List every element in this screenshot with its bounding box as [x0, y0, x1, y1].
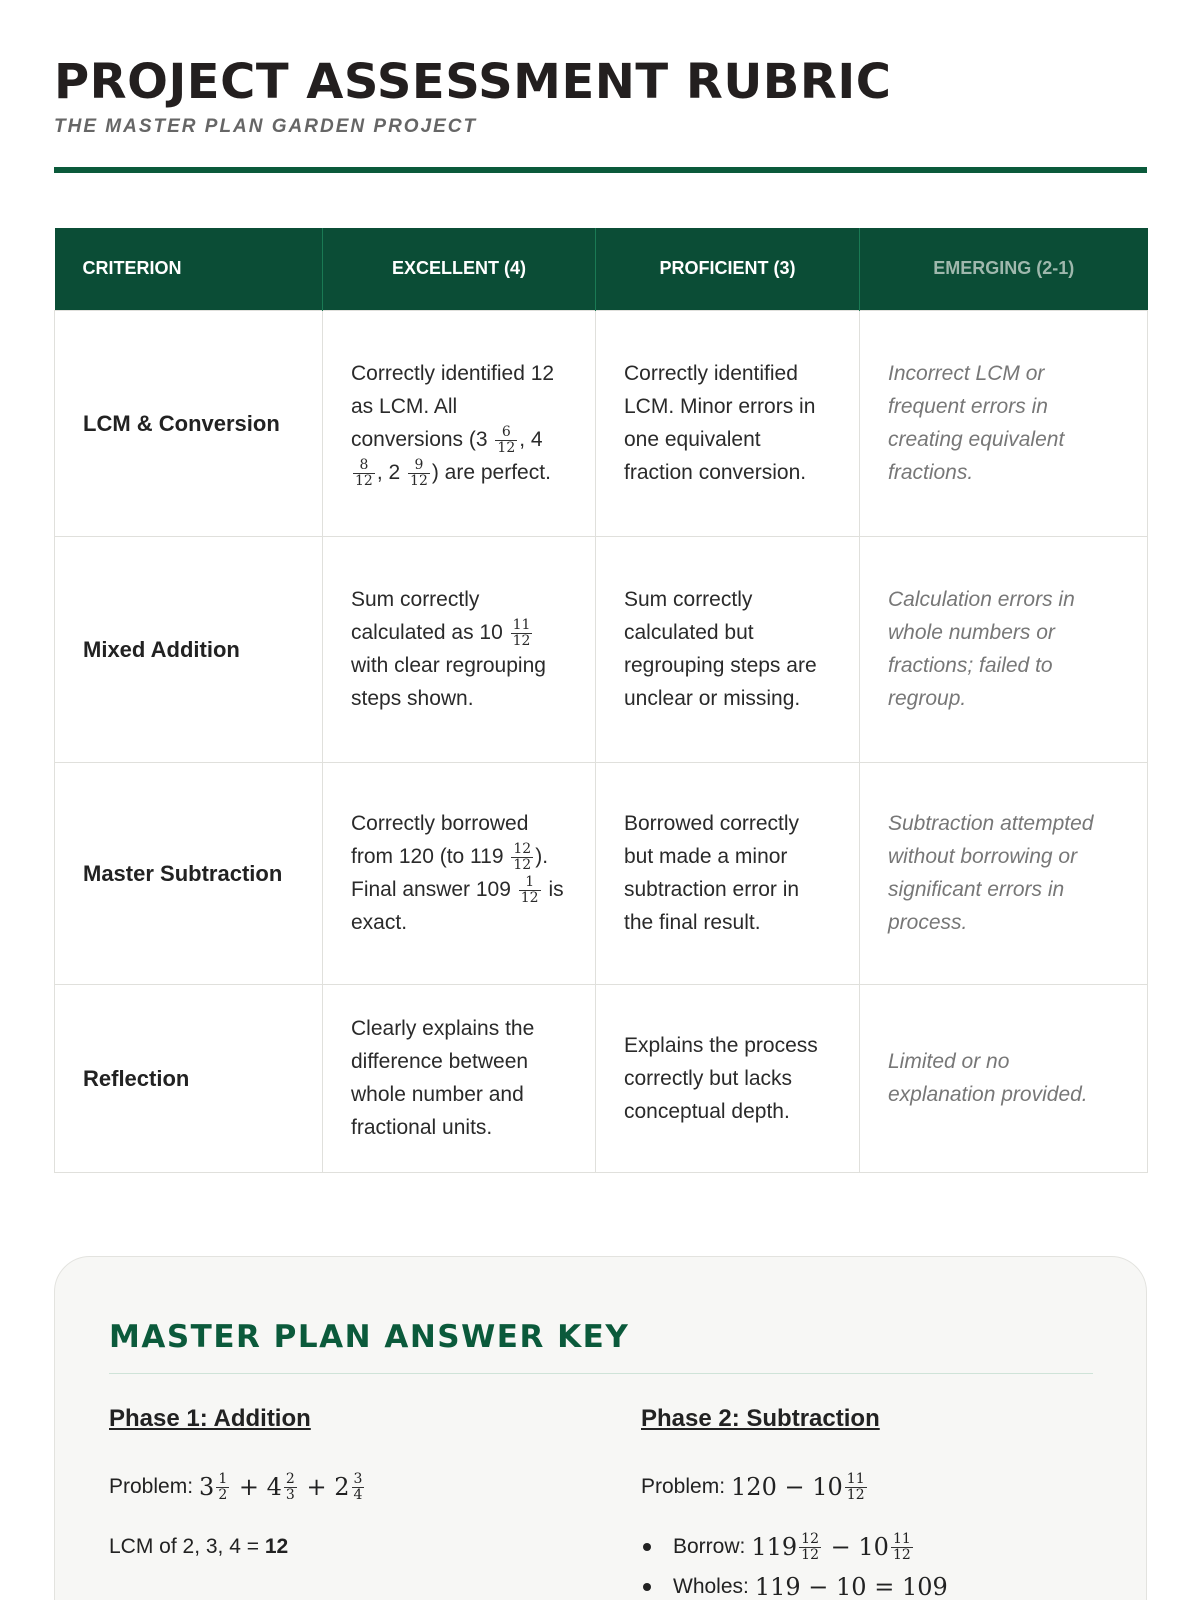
list-item: Borrow: 119 $\frac{12}{12}$ − 10 $\frac{11}{12}$	[641, 1527, 1101, 1567]
fraction: $\frac{11}{12}$	[512, 616, 531, 649]
emerging-cell: Limited or no explanation provided.	[860, 984, 1148, 1172]
fraction: $\frac{6}{12}$	[497, 423, 516, 456]
phase1-lcm: LCM of 2, 3, 4 = 12	[109, 1535, 289, 1558]
proficient-cell: Borrowed correctly but made a minor subtraction error in the final result.	[596, 762, 860, 984]
table-row	[55, 762, 1148, 984]
excellent-cell: Clearly explains the difference between whole number and fractional units.	[323, 984, 596, 1172]
rubric-table	[54, 228, 1148, 1173]
fraction: $\frac{1}{12}$	[520, 873, 539, 906]
table-row	[55, 310, 1148, 536]
header-divider	[54, 167, 1147, 173]
proficient-cell: Sum correctly calculated but regrouping steps are unclear or missing.	[596, 536, 860, 762]
excellent-cell: Sum correctly calculated as 10 $\frac{11}{12}$ with clear regrouping steps shown.	[323, 536, 596, 762]
column-header-criterion: CRITERION	[55, 228, 323, 310]
proficient-cell: Correctly identified LCM. Minor errors in one equivalent fraction conversion.	[596, 310, 860, 536]
excellent-cell: Correctly identified 12 as LCM. All conversions (3 $\frac{6}{12}$ , 4 $\frac{8}{12}$ , 2 $\frac{9}{12}$ ) are perfect.	[323, 310, 596, 536]
answer-key-panel	[54, 1256, 1147, 1600]
page-subtitle: THE MASTER PLAN GARDEN PROJECT	[54, 116, 478, 137]
table-row	[55, 984, 1148, 1172]
table-row	[55, 536, 1148, 762]
criterion-cell: Master Subtraction	[55, 762, 323, 984]
rubric-header-row	[55, 228, 1148, 310]
proficient-cell: Explains the process correctly but lacks conceptual depth.	[596, 984, 860, 1172]
column-header-emerging: EMERGING (2-1)	[860, 228, 1148, 310]
phase2-steps	[641, 1527, 1101, 1600]
criterion-cell: Reflection	[55, 984, 323, 1172]
list-item: Wholes: 119 − 10 = 109	[641, 1567, 1101, 1600]
phase1-heading: Phase 1: Addition	[109, 1405, 311, 1432]
answer-key-divider	[109, 1373, 1093, 1374]
answer-key-title: MASTER PLAN ANSWER KEY	[109, 1319, 630, 1355]
bullet-icon	[643, 1583, 651, 1591]
phase1-problem: Problem: 3 $\frac{1}{2}$ + 4 $\frac{2}{3}$ + 2 $\frac{3}{4}$	[109, 1470, 363, 1503]
fraction: $\frac{8}{12}$	[355, 456, 373, 489]
criterion-cell: LCM & Conversion	[55, 310, 323, 536]
fraction: $\frac{9}{12}$	[410, 456, 428, 489]
excellent-cell: Correctly borrowed from 120 (to 119 $\frac{12}{12}$ ). Final answer 109 $\frac{1}{12}$ is exact.	[323, 762, 596, 984]
emerging-cell: Subtraction attempted without borrowing or significant errors in process.	[860, 762, 1148, 984]
phase2-problem: Problem: 120 − 10 $\frac{11}{12}$	[641, 1470, 865, 1503]
fraction: $\frac{12}{12}$	[513, 840, 532, 873]
phase1-column	[109, 1405, 569, 1565]
emerging-cell: Calculation errors in whole numbers or fractions; failed to regroup.	[860, 536, 1148, 762]
column-header-excellent: EXCELLENT (4)	[323, 228, 596, 310]
phase2-column	[641, 1405, 1101, 1600]
bullet-icon	[643, 1543, 651, 1551]
emerging-cell: Incorrect LCM or frequent errors in creating equivalent fractions.	[860, 310, 1148, 536]
column-header-proficient: PROFICIENT (3)	[596, 228, 860, 310]
phase2-heading: Phase 2: Subtraction	[641, 1405, 880, 1432]
page-header	[54, 56, 1147, 138]
page-title: PROJECT ASSESSMENT RUBRIC	[54, 54, 892, 110]
criterion-cell: Mixed Addition	[55, 536, 323, 762]
